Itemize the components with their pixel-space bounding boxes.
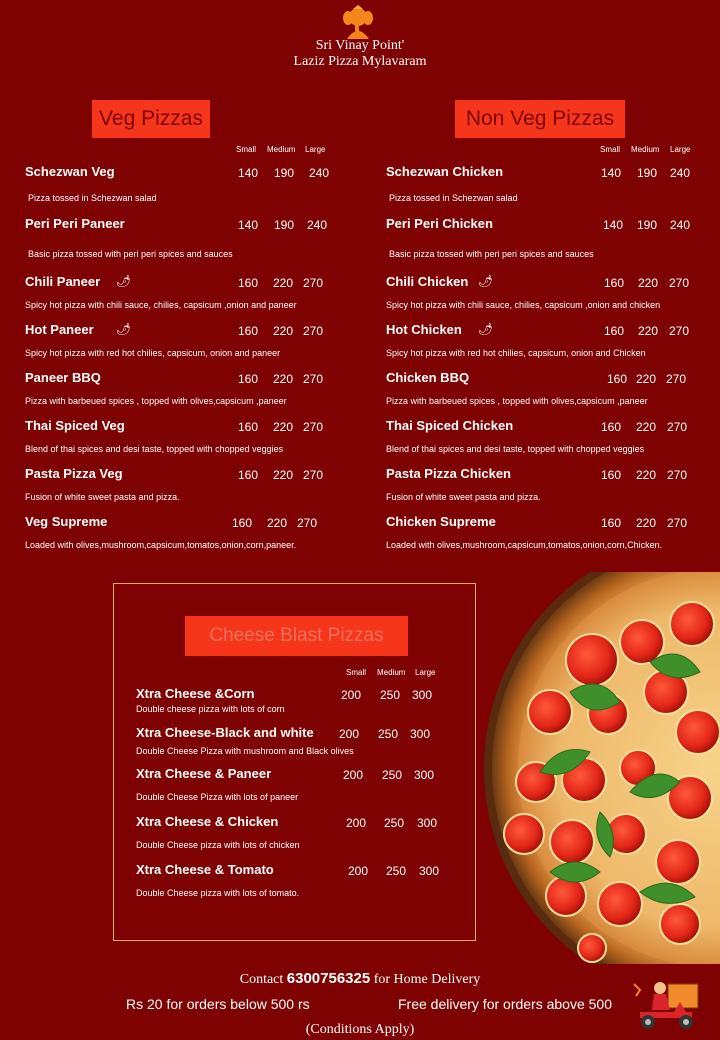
contact-prefix: Contact	[239, 972, 287, 987]
price-large: 240	[670, 166, 691, 180]
size-small-label: Small	[346, 668, 367, 677]
price-small: 160	[601, 420, 622, 434]
size-small-label: Small	[600, 145, 621, 154]
price-small: 160	[604, 324, 625, 338]
price-medium: 250	[378, 727, 399, 741]
price-medium: 220	[273, 276, 294, 290]
menu-item-name: Xtra Cheese &Corn	[136, 686, 255, 701]
menu-item-desc: Basic pizza tossed with peri peri spices and sauces	[28, 249, 233, 259]
price-large: 240	[309, 166, 330, 180]
menu-item-name: Xtra Cheese-Black and white	[136, 725, 314, 740]
size-large-label: Large	[305, 145, 326, 154]
price-small: 160	[238, 468, 259, 482]
price-small: 200	[341, 688, 362, 702]
price-small: 200	[343, 768, 364, 782]
price-large: 270	[303, 276, 324, 290]
price-medium: 190	[274, 166, 295, 180]
price-medium: 220	[638, 324, 659, 338]
menu-item-desc: Pizza with barbeued spices , topped with olives,capsicum ,paneer	[25, 396, 287, 406]
price-medium: 190	[637, 166, 658, 180]
price-medium: 220	[273, 420, 294, 434]
price-large: 300	[419, 864, 440, 878]
price-large: 270	[303, 468, 324, 482]
menu-item-desc: Blend of thai spices and desi taste, topped with chopped veggies	[386, 444, 645, 454]
chili-pepper-icon: 🌶	[116, 322, 132, 336]
price-large: 270	[303, 372, 324, 386]
menu-item-name: Veg Supreme	[25, 514, 108, 529]
chili-pepper-icon: 🌶	[116, 274, 132, 288]
menu-item-desc: Fusion of white sweet pasta and pizza.	[25, 492, 180, 502]
menu-item-name: Hot Chicken	[386, 322, 462, 337]
size-large-label: Large	[415, 668, 436, 677]
menu-item-desc: Double cheese pizza with lots of corn	[136, 704, 285, 714]
price-small: 160	[607, 372, 628, 386]
price-medium: 190	[274, 218, 295, 232]
ganesha-icon	[341, 5, 375, 41]
price-small: 140	[238, 166, 259, 180]
phone-number[interactable]: 6300756325	[286, 970, 371, 987]
price-small: 140	[238, 218, 259, 232]
menu-item-name: Chili Chicken	[386, 274, 469, 289]
price-small: 200	[339, 727, 360, 741]
price-small: 140	[601, 166, 622, 180]
pizza-image	[480, 572, 720, 964]
size-large-label: Large	[670, 145, 691, 154]
price-medium: 250	[382, 768, 403, 782]
price-large: 270	[669, 276, 690, 290]
price-small: 160	[238, 276, 259, 290]
free-delivery-note: Free delivery for orders above 500	[398, 996, 612, 1012]
menu-item-name: Xtra Cheese & Tomato	[136, 862, 274, 877]
price-small: 160	[601, 468, 622, 482]
contact-line	[0, 970, 720, 988]
menu-item-name: Pasta Pizza Chicken	[386, 466, 511, 481]
menu-item-name: Hot Paneer	[25, 322, 94, 337]
price-large: 240	[307, 218, 328, 232]
menu-item-name: Thai Spiced Veg	[25, 418, 125, 433]
brand-name	[0, 38, 720, 70]
menu-item-name: Schezwan Chicken	[386, 164, 504, 179]
menu-item-desc: Double Cheese Pizza with mushroom and Black olives	[136, 746, 354, 756]
size-medium-label: Medium	[267, 145, 296, 154]
price-medium: 220	[273, 324, 294, 338]
menu-item-name: Paneer BBQ	[25, 370, 101, 385]
price-large: 270	[303, 324, 324, 338]
price-medium: 250	[386, 864, 407, 878]
size-medium-label: Medium	[631, 145, 660, 154]
price-medium: 220	[267, 516, 288, 530]
price-small: 160	[601, 516, 622, 530]
menu-item-desc: Loaded with olives,mushroom,capsicum,tomatos,onion,corn,Chicken.	[386, 540, 663, 550]
price-large: 270	[303, 420, 324, 434]
nonveg-size-header	[0, 145, 720, 155]
menu-item-name: Thai Spiced Chicken	[386, 418, 514, 433]
price-large: 270	[667, 468, 688, 482]
price-medium: 220	[636, 372, 657, 386]
menu-item-desc: Loaded with olives,mushroom,capsicum,tomatos,onion,corn,paneer.	[25, 540, 297, 550]
menu-item-desc: Pizza with barbeued spices , topped with olives,capsicum ,paneer	[386, 396, 648, 406]
price-large: 270	[667, 420, 688, 434]
delivery-charge-note: Rs 20 for orders below 500 rs	[126, 996, 310, 1012]
price-large: 270	[666, 372, 687, 386]
chili-pepper-icon: 🌶	[478, 274, 494, 288]
price-medium: 220	[638, 276, 659, 290]
menu-item-name: Schezwan Veg	[25, 164, 115, 179]
menu-item-name: Xtra Cheese & Chicken	[136, 814, 279, 829]
menu-item-name: Chili Paneer	[25, 274, 101, 289]
menu-item-name: Chicken Supreme	[386, 514, 496, 529]
chili-pepper-icon: 🌶	[478, 322, 494, 336]
price-medium: 220	[273, 372, 294, 386]
brand-line-1: Sri Vinay Point'	[315, 38, 405, 53]
menu-item-desc: Blend of thai spices and desi taste, topped with chopped veggies	[25, 444, 284, 454]
menu-item-name: Chicken BBQ	[386, 370, 470, 385]
contact-suffix: for Home Delivery	[370, 972, 481, 987]
price-large: 300	[410, 727, 431, 741]
price-medium: 190	[637, 218, 658, 232]
price-large: 270	[667, 516, 688, 530]
price-small: 160	[604, 276, 625, 290]
price-medium: 220	[636, 468, 657, 482]
price-large: 270	[297, 516, 318, 530]
price-large: 270	[669, 324, 690, 338]
price-small: 160	[232, 516, 253, 530]
price-small: 200	[348, 864, 369, 878]
menu-item-desc: Pizza tossed in Schezwan salad	[389, 193, 518, 203]
menu-item-name: Peri Peri Paneer	[25, 216, 125, 231]
conditions-note: (Conditions Apply)	[305, 1022, 415, 1037]
menu-item-desc: Pizza tossed in Schezwan salad	[28, 193, 157, 203]
price-large: 240	[670, 218, 691, 232]
cheese-size-header	[0, 668, 480, 678]
menu-item-desc: Spicy hot pizza with red hot chilies, capsicum, onion and paneer	[25, 348, 281, 358]
menu-item-desc: Double Cheese Pizza with lots of paneer	[136, 792, 299, 802]
price-small: 160	[238, 324, 259, 338]
price-small: 200	[346, 816, 367, 830]
price-medium: 250	[380, 688, 401, 702]
cheese-section-title: Cheese Blast Pizzas	[185, 616, 408, 656]
price-small: 160	[238, 372, 259, 386]
price-large: 300	[414, 768, 435, 782]
price-medium: 220	[273, 468, 294, 482]
menu-item-name: Xtra Cheese & Paneer	[136, 766, 272, 781]
menu-item-name: Peri Peri Chicken	[386, 216, 493, 231]
price-small: 160	[238, 420, 259, 434]
veg-section-title: Veg Pizzas	[92, 100, 210, 138]
menu-item-desc: Double Cheese pizza with lots of chicken	[136, 840, 300, 850]
price-large: 300	[417, 816, 438, 830]
menu-item-desc: Basic pizza tossed with peri peri spices and sauces	[389, 249, 594, 259]
price-medium: 220	[636, 516, 657, 530]
menu-item-name: Pasta Pizza Veg	[25, 466, 123, 481]
menu-item-desc: Fusion of white sweet pasta and pizza.	[386, 492, 541, 502]
price-small: 140	[603, 218, 624, 232]
menu-item-desc: Spicy hot pizza with chili sauce, chilies, capsicum ,onion and chicken	[386, 300, 661, 310]
price-medium: 250	[384, 816, 405, 830]
menu-item-desc: Double Cheese pizza with lots of tomato.	[136, 888, 300, 898]
delivery-scooter-icon	[630, 976, 702, 1034]
menu-item-desc: Spicy hot pizza with chili sauce, chilies, capsicum ,onion and paneer	[25, 300, 297, 310]
price-large: 300	[412, 688, 433, 702]
price-medium: 220	[636, 420, 657, 434]
size-medium-label: Medium	[377, 668, 406, 677]
brand-line-2: Laziz Pizza Mylavaram	[293, 54, 427, 69]
size-small-label: Small	[236, 145, 257, 154]
menu-item-desc: Spicy hot pizza with red hot chilies, capsicum, onion and Chicken	[386, 348, 646, 358]
nonveg-section-title: Non Veg Pizzas	[455, 100, 625, 138]
